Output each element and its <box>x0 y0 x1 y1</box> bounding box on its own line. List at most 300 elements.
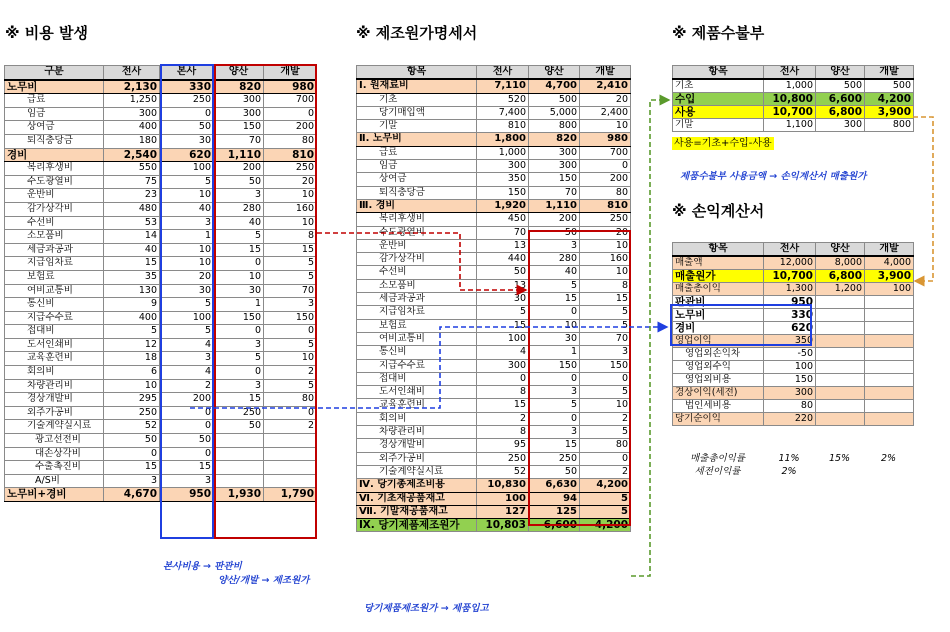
row-label: 경상이익(세전) <box>673 387 764 400</box>
cell-value: 810 <box>264 148 317 162</box>
cell-value: 1,100 <box>764 119 816 132</box>
row-label: 소모품비 <box>5 230 104 244</box>
cell-value: 10 <box>580 120 631 133</box>
row-label: 임금 <box>5 107 104 121</box>
column-header: 양산 <box>529 66 580 80</box>
cell-value: 10 <box>160 257 214 271</box>
cell-value: 4,200 <box>580 519 631 532</box>
row-label: 감가상각비 <box>357 253 477 266</box>
cell-value: 80 <box>580 439 631 452</box>
cell-value: 3 <box>580 346 631 359</box>
row-label: 노무비 <box>673 309 764 322</box>
cell-value: 200 <box>264 121 317 135</box>
cell-value: 980 <box>580 133 631 146</box>
row-label: 소모품비 <box>357 279 477 292</box>
cell-value: 820 <box>214 80 264 94</box>
cell-value: 50 <box>529 465 580 478</box>
cell-value: 20 <box>264 175 317 189</box>
cell-value: 0 <box>160 107 214 121</box>
row-label: 당기매입액 <box>357 106 477 119</box>
cell-value: 15 <box>264 243 317 257</box>
cell-value: 5 <box>529 399 580 412</box>
cost-title: ※ 비용 발생 <box>5 24 88 42</box>
cell-value: 100 <box>764 361 816 374</box>
row-label: 수입 <box>673 93 764 106</box>
row-label: 회의비 <box>357 412 477 425</box>
row-label: 운반비 <box>357 239 477 252</box>
cell-value: 0 <box>477 372 529 385</box>
cell-value: 3 <box>529 239 580 252</box>
cell-value: 350 <box>764 335 816 348</box>
cell-value: 4,670 <box>104 488 160 502</box>
cell-value: 10 <box>160 189 214 203</box>
row-label: 영업외손익차 <box>673 348 764 361</box>
cell-value: 8,000 <box>816 256 865 270</box>
cell-value: 5 <box>580 386 631 399</box>
row-label: 수도광열비 <box>5 175 104 189</box>
cell-value: 13 <box>477 239 529 252</box>
row-label: Ⅲ. 경비 <box>357 199 477 212</box>
cell-value: 8 <box>477 386 529 399</box>
cell-value: 10 <box>580 399 631 412</box>
cell-value: 10,803 <box>477 519 529 532</box>
cell-value: 2 <box>264 366 317 380</box>
cell-value: 1,250 <box>104 94 160 108</box>
cell-value: 80 <box>764 400 816 413</box>
cell-value: 5 <box>580 319 631 332</box>
row-label: 통신비 <box>357 346 477 359</box>
cell-value: 5 <box>104 325 160 339</box>
cell-value: 1,000 <box>764 79 816 93</box>
cell-value: 3 <box>214 338 264 352</box>
row-label: 수선비 <box>357 266 477 279</box>
cell-value: 3 <box>160 216 214 230</box>
hq-note: 본사비용 → 판관비 <box>163 561 242 572</box>
ratio-value: 15% <box>828 453 851 464</box>
cell-value: 15 <box>529 293 580 306</box>
cell-value: 950 <box>764 296 816 309</box>
cell-value: 125 <box>529 505 580 518</box>
cell-value: 10 <box>264 189 317 203</box>
cell-value: 15 <box>160 461 214 475</box>
cell-value: 180 <box>104 134 160 148</box>
row-label: Ⅵ. 기초재공품재고 <box>357 492 477 505</box>
column-header: 양산 <box>816 243 865 257</box>
row-label: 임금 <box>357 160 477 173</box>
cell-value: 40 <box>214 216 264 230</box>
row-label: 노무비 <box>5 80 104 94</box>
cell-value: 10 <box>529 319 580 332</box>
cell-value: 7,110 <box>477 79 529 93</box>
row-label: 기술계약실시료 <box>5 420 104 434</box>
row-label: 상여금 <box>357 173 477 186</box>
row-label: 법인세비용 <box>673 400 764 413</box>
cell-value: 80 <box>580 186 631 199</box>
cell-value: 15 <box>214 393 264 407</box>
cell-value: 0 <box>529 306 580 319</box>
cell-value: 35 <box>104 270 160 284</box>
column-header: 본사 <box>160 66 214 80</box>
cell-value: 7,400 <box>477 106 529 119</box>
cell-value: 150 <box>477 186 529 199</box>
cell-value: 0 <box>580 372 631 385</box>
cell-value: 3 <box>214 379 264 393</box>
column-header: 항목 <box>673 243 764 257</box>
column-header: 개발 <box>264 66 317 80</box>
cell-value: 700 <box>580 146 631 159</box>
cell-value: 500 <box>816 79 865 93</box>
cell-value: 200 <box>214 162 264 176</box>
cell-value: 3 <box>160 474 214 488</box>
cell-value: 5,000 <box>529 106 580 119</box>
cell-value: 440 <box>477 253 529 266</box>
cell-value: 40 <box>529 266 580 279</box>
row-label: Ⅱ. 노무비 <box>357 133 477 146</box>
row-label: 영업외수익 <box>673 361 764 374</box>
cell-value: 100 <box>865 283 914 296</box>
cell-value: 4 <box>160 366 214 380</box>
cell-value: 150 <box>264 311 317 325</box>
row-label: 경상개발비 <box>357 439 477 452</box>
cell-value: 10 <box>264 352 317 366</box>
column-header: 항목 <box>357 66 477 80</box>
cell-value: 100 <box>477 332 529 345</box>
cell-value: 6,800 <box>816 106 865 119</box>
row-label: 당기순이익 <box>673 413 764 426</box>
cell-value: 0 <box>214 325 264 339</box>
cell-value: 150 <box>529 173 580 186</box>
cell-value: 20 <box>580 226 631 239</box>
cell-value: 10 <box>160 243 214 257</box>
cell-value: 52 <box>477 465 529 478</box>
cell-value: 295 <box>104 393 160 407</box>
row-label: 외주가공비 <box>5 406 104 420</box>
cell-value: 3 <box>214 189 264 203</box>
cell-value: 3 <box>160 352 214 366</box>
cell-value: 80 <box>264 393 317 407</box>
cell-value: 300 <box>477 359 529 372</box>
cell-value: 5 <box>580 306 631 319</box>
ratio-value: 11% <box>778 453 800 464</box>
cell-value: 250 <box>104 406 160 420</box>
cell-value: 1,300 <box>764 283 816 296</box>
row-label: 운반비 <box>5 189 104 203</box>
cell-value: 40 <box>160 202 214 216</box>
row-label: 영업이익 <box>673 335 764 348</box>
cell-value: 70 <box>477 226 529 239</box>
cell-value: 4,000 <box>865 256 914 270</box>
row-label: 기초 <box>357 93 477 106</box>
cell-value: 18 <box>104 352 160 366</box>
row-label: 대손상각비 <box>5 447 104 461</box>
cell-value: 200 <box>580 173 631 186</box>
cell-value: 800 <box>529 120 580 133</box>
row-label: 급료 <box>357 146 477 159</box>
cell-value: 50 <box>529 226 580 239</box>
cell-value: 150 <box>214 311 264 325</box>
row-label: 영업외비용 <box>673 374 764 387</box>
row-label: Ⅰ. 원재료비 <box>357 79 477 93</box>
row-label: Ⅶ. 기말재공품재고 <box>357 505 477 518</box>
row-label: 도서인쇄비 <box>5 338 104 352</box>
cell-value: 15 <box>214 243 264 257</box>
cell-value: 1 <box>160 230 214 244</box>
row-label: Ⅳ. 당기총제조비용 <box>357 479 477 492</box>
cell-value: 1,920 <box>477 199 529 212</box>
prod-note: 양산/개발 → 제조원가 <box>218 575 310 586</box>
ratio-value: 2% <box>781 466 797 477</box>
cell-value: 0 <box>160 420 214 434</box>
cell-value: 160 <box>264 202 317 216</box>
income-title: ※ 손익계산서 <box>672 202 765 220</box>
cell-value: 2,540 <box>104 148 160 162</box>
cell-value: 150 <box>580 359 631 372</box>
cell-value: 1,800 <box>477 133 529 146</box>
cell-value: 150 <box>764 374 816 387</box>
cell-value: 8 <box>477 426 529 439</box>
cell-value: 1,930 <box>214 488 264 502</box>
column-header: 항목 <box>673 66 764 80</box>
cell-value: 10,830 <box>477 479 529 492</box>
cell-value: 14 <box>104 230 160 244</box>
cell-value: 70 <box>214 134 264 148</box>
cell-value: 3 <box>264 298 317 312</box>
column-header: 전사 <box>764 243 816 257</box>
cell-value: 12 <box>104 338 160 352</box>
cell-value: 95 <box>477 439 529 452</box>
row-label: 경상개발비 <box>5 393 104 407</box>
cell-value: 250 <box>160 94 214 108</box>
cell-value: 4,200 <box>580 479 631 492</box>
cell-value: 300 <box>529 160 580 173</box>
cell-value: 330 <box>764 309 816 322</box>
cell-value: -50 <box>764 348 816 361</box>
row-label: 통신비 <box>5 298 104 312</box>
cell-value: 300 <box>816 119 865 132</box>
row-label: 기말 <box>357 120 477 133</box>
row-label: 매출총이익 <box>673 283 764 296</box>
ratio-value: 2% <box>880 453 897 464</box>
cell-value: 30 <box>160 284 214 298</box>
cell-value: 150 <box>214 121 264 135</box>
row-label: 사용 <box>673 106 764 119</box>
cell-value: 1,110 <box>214 148 264 162</box>
cell-value: 450 <box>477 213 529 226</box>
cell-value: 15 <box>580 293 631 306</box>
cell-value: 200 <box>529 213 580 226</box>
cell-value: 30 <box>529 332 580 345</box>
cell-value: 75 <box>104 175 160 189</box>
cell-value: 50 <box>477 266 529 279</box>
cell-value: 160 <box>580 253 631 266</box>
cell-value: 8 <box>264 230 317 244</box>
cell-value: 300 <box>764 387 816 400</box>
cell-value: 500 <box>865 79 914 93</box>
cell-value: 5 <box>160 298 214 312</box>
cell-value: 810 <box>580 199 631 212</box>
cell-value: 300 <box>104 107 160 121</box>
row-label: 지급수수료 <box>5 311 104 325</box>
row-label: 퇴직충당금 <box>5 134 104 148</box>
cell-value: 0 <box>264 325 317 339</box>
cell-value: 12,000 <box>764 256 816 270</box>
cell-value: 30 <box>214 284 264 298</box>
cell-value: 5 <box>160 175 214 189</box>
cell-value: 550 <box>104 162 160 176</box>
cell-value: 0 <box>104 447 160 461</box>
row-label: 지급임차료 <box>357 306 477 319</box>
cell-value: 1,200 <box>816 283 865 296</box>
column-header: 개발 <box>580 66 631 80</box>
cell-value: 0 <box>214 257 264 271</box>
row-label: 지급수수료 <box>357 359 477 372</box>
cell-value: 3 <box>529 426 580 439</box>
mfg-title: ※ 제조원가명세서 <box>356 24 478 42</box>
cell-value: 1,110 <box>529 199 580 212</box>
row-label: 교육훈련비 <box>357 399 477 412</box>
cell-value: 0 <box>214 366 264 380</box>
cell-value: 30 <box>477 293 529 306</box>
row-label: 매출원가 <box>673 270 764 283</box>
row-label: 감가상각비 <box>5 202 104 216</box>
cell-value: 250 <box>264 162 317 176</box>
cell-value: 40 <box>104 243 160 257</box>
cell-value: 3,900 <box>865 106 914 119</box>
column-header: 구분 <box>5 66 104 80</box>
row-label: 보험료 <box>5 270 104 284</box>
inventory-title: ※ 제품수불부 <box>672 24 765 42</box>
cell-value: 2 <box>477 412 529 425</box>
cell-value: 20 <box>160 270 214 284</box>
cell-value: 127 <box>477 505 529 518</box>
cell-value: 8 <box>580 279 631 292</box>
row-label: 광고선전비 <box>5 434 104 448</box>
cell-value: 1 <box>214 298 264 312</box>
cell-value: 820 <box>529 133 580 146</box>
row-label: 수선비 <box>5 216 104 230</box>
cell-value: 6,800 <box>816 270 865 283</box>
row-label: 보험료 <box>357 319 477 332</box>
cell-value: 5 <box>264 257 317 271</box>
cell-value: 220 <box>764 413 816 426</box>
cell-value: 130 <box>104 284 160 298</box>
row-label: A/S비 <box>5 474 104 488</box>
cell-value: 1,790 <box>264 488 317 502</box>
row-label: 접대비 <box>357 372 477 385</box>
cell-value: 10,800 <box>764 93 816 106</box>
cell-value: 2,410 <box>580 79 631 93</box>
cell-value: 300 <box>477 160 529 173</box>
row-label: 세금과공과 <box>5 243 104 257</box>
cell-value: 4 <box>160 338 214 352</box>
row-label: 기초 <box>673 79 764 93</box>
row-label: 경비 <box>673 322 764 335</box>
cell-value: 480 <box>104 202 160 216</box>
cell-value: 4,200 <box>865 93 914 106</box>
cell-value: 10 <box>104 379 160 393</box>
cell-value: 5 <box>580 505 631 518</box>
cell-value: 0 <box>160 406 214 420</box>
cell-value: 0 <box>580 452 631 465</box>
cell-value: 2 <box>580 412 631 425</box>
cell-value: 0 <box>529 372 580 385</box>
cell-value: 0 <box>580 160 631 173</box>
cell-value: 810 <box>477 120 529 133</box>
cell-value: 150 <box>529 359 580 372</box>
row-label: 복리후생비 <box>5 162 104 176</box>
cell-value: 5 <box>264 338 317 352</box>
cell-value: 70 <box>264 284 317 298</box>
cell-value: 50 <box>104 434 160 448</box>
row-label: 차량관리비 <box>357 426 477 439</box>
cell-value: 70 <box>529 186 580 199</box>
cell-value: 15 <box>104 461 160 475</box>
cell-value: 0 <box>529 412 580 425</box>
cell-value: 10,700 <box>764 106 816 119</box>
cell-value: 5 <box>214 352 264 366</box>
row-label: 교육훈련비 <box>5 352 104 366</box>
cell-value: 280 <box>529 253 580 266</box>
cell-value: 5 <box>477 306 529 319</box>
cell-value: 400 <box>104 121 160 135</box>
cell-value: 6,600 <box>529 519 580 532</box>
cell-value: 15 <box>477 399 529 412</box>
cell-value: 2 <box>160 379 214 393</box>
cell-value: 94 <box>529 492 580 505</box>
cell-value: 15 <box>104 257 160 271</box>
cell-value: 5 <box>529 279 580 292</box>
cell-value: 2,400 <box>580 106 631 119</box>
inventory-formula: 사용=기초+수입-사용 <box>674 138 772 149</box>
cell-value: 3 <box>104 474 160 488</box>
cell-value: 5 <box>580 426 631 439</box>
cell-value: 10 <box>214 270 264 284</box>
row-label: 경비 <box>5 148 104 162</box>
cell-value: 200 <box>160 393 214 407</box>
cell-value: 23 <box>104 189 160 203</box>
cell-value: 52 <box>104 420 160 434</box>
column-header: 전사 <box>104 66 160 80</box>
column-header: 양산 <box>214 66 264 80</box>
cell-value: 950 <box>160 488 214 502</box>
cell-value: 80 <box>264 134 317 148</box>
ratio-label: 매출총이익률 <box>689 453 746 464</box>
cell-value: 620 <box>160 148 214 162</box>
cell-value: 250 <box>529 452 580 465</box>
cell-value: 620 <box>764 322 816 335</box>
row-label: 접대비 <box>5 325 104 339</box>
cell-value: 13 <box>477 279 529 292</box>
cell-value: 4,700 <box>529 79 580 93</box>
cell-value: 0 <box>264 107 317 121</box>
row-label: Ⅸ. 당기제품제조원가 <box>357 519 477 532</box>
cell-value: 1 <box>529 346 580 359</box>
cell-value: 10 <box>580 239 631 252</box>
cell-value: 10,700 <box>764 270 816 283</box>
cell-value: 100 <box>160 162 214 176</box>
cell-value: 2 <box>580 465 631 478</box>
cell-value: 100 <box>160 311 214 325</box>
row-label: 노무비+경비 <box>5 488 104 502</box>
cell-value: 15 <box>529 439 580 452</box>
cell-value: 6 <box>104 366 160 380</box>
cell-value: 10 <box>264 216 317 230</box>
row-label: 지급임차료 <box>5 257 104 271</box>
cell-value: 5 <box>264 270 317 284</box>
cell-value: 280 <box>214 202 264 216</box>
row-label: 여비교통비 <box>357 332 477 345</box>
row-label: 판관비 <box>673 296 764 309</box>
